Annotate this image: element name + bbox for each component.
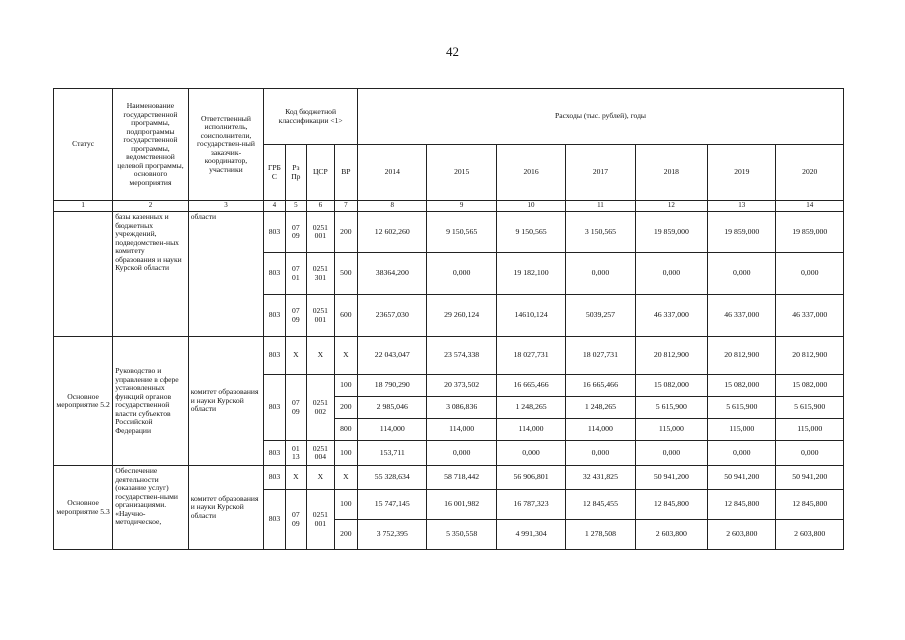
- amount-cell: 46 337,000: [708, 295, 776, 337]
- amount-cell: 0,000: [427, 253, 496, 295]
- column-number: 5: [285, 201, 306, 212]
- vr-cell: 200: [334, 397, 357, 419]
- column-number: 10: [496, 201, 565, 212]
- csr-cell: 0251 004: [307, 441, 335, 466]
- amount-cell: 29 260,124: [427, 295, 496, 337]
- amount-cell: 20 812,900: [776, 337, 844, 375]
- vr-cell: 100: [334, 490, 357, 520]
- amount-cell: 22 043,047: [358, 337, 427, 375]
- column-number: 3: [188, 201, 264, 212]
- amount-cell: 12 845,800: [635, 490, 707, 520]
- vr-cell: 200: [334, 212, 357, 253]
- amount-cell: 18 790,290: [358, 375, 427, 397]
- amount-cell: 2 985,046: [358, 397, 427, 419]
- vr-cell: 600: [334, 295, 357, 337]
- amount-cell: 2 603,800: [776, 520, 844, 550]
- program-name-cell: Обеспечение деятельности (оказание услуг) государствен-ными организациями. «Научно-методическое,: [113, 466, 189, 550]
- amount-cell: 0,000: [496, 441, 565, 466]
- amount-cell: 16 665,466: [496, 375, 565, 397]
- header-year: 2020: [776, 145, 844, 201]
- column-number: 14: [776, 201, 844, 212]
- amount-cell: 14610,124: [496, 295, 565, 337]
- amount-cell: 12 845,800: [708, 490, 776, 520]
- csr-cell: X: [307, 466, 335, 490]
- amount-cell: 114,000: [566, 419, 635, 441]
- program-name-cell: Руководство и управление в сфере установленных функций органов государственной власти субъектов Российской Федерации: [113, 337, 189, 466]
- grbs-cell: 803: [264, 441, 285, 466]
- amount-cell: 46 337,000: [776, 295, 844, 337]
- rzpr-cell: 07 09: [285, 295, 306, 337]
- amount-cell: 9 150,565: [496, 212, 565, 253]
- amount-cell: 23 574,338: [427, 337, 496, 375]
- column-number-row: [54, 201, 844, 212]
- column-number: 11: [566, 201, 635, 212]
- amount-cell: 5 615,900: [635, 397, 707, 419]
- amount-cell: 9 150,565: [427, 212, 496, 253]
- vr-cell: X: [334, 466, 357, 490]
- grbs-cell: 803: [264, 375, 285, 441]
- amount-cell: 12 845,800: [776, 490, 844, 520]
- amount-cell: 19 859,000: [776, 212, 844, 253]
- amount-cell: 15 082,000: [708, 375, 776, 397]
- amount-cell: 18 027,731: [496, 337, 565, 375]
- header-year: 2015: [427, 145, 496, 201]
- vr-cell: 200: [334, 520, 357, 550]
- rzpr-cell: 07 09: [285, 212, 306, 253]
- amount-cell: 0,000: [776, 253, 844, 295]
- amount-cell: 0,000: [635, 253, 707, 295]
- header-row: [54, 89, 844, 145]
- amount-cell: 0,000: [708, 441, 776, 466]
- amount-cell: 12 845,455: [566, 490, 635, 520]
- rzpr-cell: 07 01: [285, 253, 306, 295]
- amount-cell: 5 615,900: [708, 397, 776, 419]
- column-number: 12: [635, 201, 707, 212]
- header-year: 2018: [635, 145, 707, 201]
- executor-cell: области: [188, 212, 264, 337]
- status-cell: [54, 212, 113, 337]
- csr-cell: X: [307, 337, 335, 375]
- grbs-cell: 803: [264, 337, 285, 375]
- grbs-cell: 803: [264, 295, 285, 337]
- rzpr-cell: 07 09: [285, 375, 306, 441]
- budget-table: [53, 88, 844, 550]
- amount-cell: 0,000: [708, 253, 776, 295]
- rzpr-cell: X: [285, 337, 306, 375]
- header-grbs: ГРБ С: [264, 145, 285, 201]
- amount-cell: 23657,030: [358, 295, 427, 337]
- amount-cell: 115,000: [708, 419, 776, 441]
- column-number: 13: [708, 201, 776, 212]
- column-number: 2: [113, 201, 189, 212]
- amount-cell: 114,000: [496, 419, 565, 441]
- amount-cell: 4 991,304: [496, 520, 565, 550]
- header-year: 2014: [358, 145, 427, 201]
- table-row: [54, 337, 844, 375]
- column-number: 7: [334, 201, 357, 212]
- rzpr-cell: 01 13: [285, 441, 306, 466]
- amount-cell: 50 941,200: [635, 466, 707, 490]
- amount-cell: 38364,200: [358, 253, 427, 295]
- amount-cell: 115,000: [776, 419, 844, 441]
- rzpr-cell: 07 09: [285, 490, 306, 550]
- header-status: Статус: [54, 89, 113, 201]
- amount-cell: 1 248,265: [496, 397, 565, 419]
- table-row: [54, 212, 844, 253]
- amount-cell: 19 859,000: [635, 212, 707, 253]
- amount-cell: 0,000: [635, 441, 707, 466]
- amount-cell: 16 787,323: [496, 490, 565, 520]
- amount-cell: 50 941,200: [776, 466, 844, 490]
- amount-cell: 114,000: [427, 419, 496, 441]
- column-number: 1: [54, 201, 113, 212]
- grbs-cell: 803: [264, 212, 285, 253]
- amount-cell: 55 328,634: [358, 466, 427, 490]
- amount-cell: 3 752,395: [358, 520, 427, 550]
- csr-cell: 0251 001: [307, 212, 335, 253]
- rzpr-cell: X: [285, 466, 306, 490]
- amount-cell: 0,000: [566, 441, 635, 466]
- header-year: 2016: [496, 145, 565, 201]
- status-cell: Основное мероприятие 5.2: [54, 337, 113, 466]
- column-number: 9: [427, 201, 496, 212]
- header-executor: Ответственный исполнитель, соисполнители, государствен-ный заказчик-координатор, участники: [188, 89, 264, 201]
- csr-cell: 0251 002: [307, 375, 335, 441]
- amount-cell: 50 941,200: [708, 466, 776, 490]
- amount-cell: 19 182,100: [496, 253, 565, 295]
- amount-cell: 2 603,800: [635, 520, 707, 550]
- header-year: 2017: [566, 145, 635, 201]
- amount-cell: 1 278,508: [566, 520, 635, 550]
- column-number: 8: [358, 201, 427, 212]
- amount-cell: 0,000: [427, 441, 496, 466]
- grbs-cell: 803: [264, 466, 285, 490]
- amount-cell: 20 373,502: [427, 375, 496, 397]
- amount-cell: 58 718,442: [427, 466, 496, 490]
- amount-cell: 20 812,900: [635, 337, 707, 375]
- amount-cell: 16 665,466: [566, 375, 635, 397]
- header-budget-code: Код бюджетной классификации <1>: [264, 89, 358, 145]
- amount-cell: 5 350,558: [427, 520, 496, 550]
- header-year: 2019: [708, 145, 776, 201]
- executor-cell: комитет образования и науки Курской области: [188, 337, 264, 466]
- amount-cell: 3 150,565: [566, 212, 635, 253]
- table-row: [54, 466, 844, 490]
- vr-cell: X: [334, 337, 357, 375]
- amount-cell: 2 603,800: [708, 520, 776, 550]
- vr-cell: 100: [334, 441, 357, 466]
- amount-cell: 20 812,900: [708, 337, 776, 375]
- header-csr: ЦСР: [307, 145, 335, 201]
- amount-cell: 0,000: [566, 253, 635, 295]
- amount-cell: 18 027,731: [566, 337, 635, 375]
- executor-cell: комитет образования и науки Курской области: [188, 466, 264, 550]
- amount-cell: 15 747,145: [358, 490, 427, 520]
- amount-cell: 46 337,000: [635, 295, 707, 337]
- vr-cell: 500: [334, 253, 357, 295]
- amount-cell: 153,711: [358, 441, 427, 466]
- csr-cell: 0251 001: [307, 490, 335, 550]
- header-expenses: Расходы (тыс. рублей), годы: [358, 89, 844, 145]
- header-program-name: Наименование государственной программы, подпрограммы государственной программы, ведомственной целевой программы, основного мероприятия: [113, 89, 189, 201]
- csr-cell: 0251 001: [307, 295, 335, 337]
- amount-cell: 1 248,265: [566, 397, 635, 419]
- amount-cell: 0,000: [776, 441, 844, 466]
- header-vr: ВР: [334, 145, 357, 201]
- grbs-cell: 803: [264, 490, 285, 550]
- column-number: 4: [264, 201, 285, 212]
- amount-cell: 115,000: [635, 419, 707, 441]
- page-number: 42: [446, 44, 459, 59]
- vr-cell: 800: [334, 419, 357, 441]
- amount-cell: 114,000: [358, 419, 427, 441]
- amount-cell: 15 082,000: [776, 375, 844, 397]
- header-rzpr: Рз Пр: [285, 145, 306, 201]
- column-number: 6: [307, 201, 335, 212]
- amount-cell: 5039,257: [566, 295, 635, 337]
- program-name-cell: базы казенных и бюджетных учреждений, подведомствен-ных комитету образования и науки Курской области: [113, 212, 189, 337]
- amount-cell: 16 001,982: [427, 490, 496, 520]
- csr-cell: 0251 301: [307, 253, 335, 295]
- amount-cell: 12 602,260: [358, 212, 427, 253]
- amount-cell: 3 086,836: [427, 397, 496, 419]
- grbs-cell: 803: [264, 253, 285, 295]
- amount-cell: 19 859,000: [708, 212, 776, 253]
- amount-cell: 32 431,825: [566, 466, 635, 490]
- amount-cell: 5 615,900: [776, 397, 844, 419]
- status-cell: Основное мероприятие 5.3: [54, 466, 113, 550]
- amount-cell: 15 082,000: [635, 375, 707, 397]
- vr-cell: 100: [334, 375, 357, 397]
- amount-cell: 56 906,801: [496, 466, 565, 490]
